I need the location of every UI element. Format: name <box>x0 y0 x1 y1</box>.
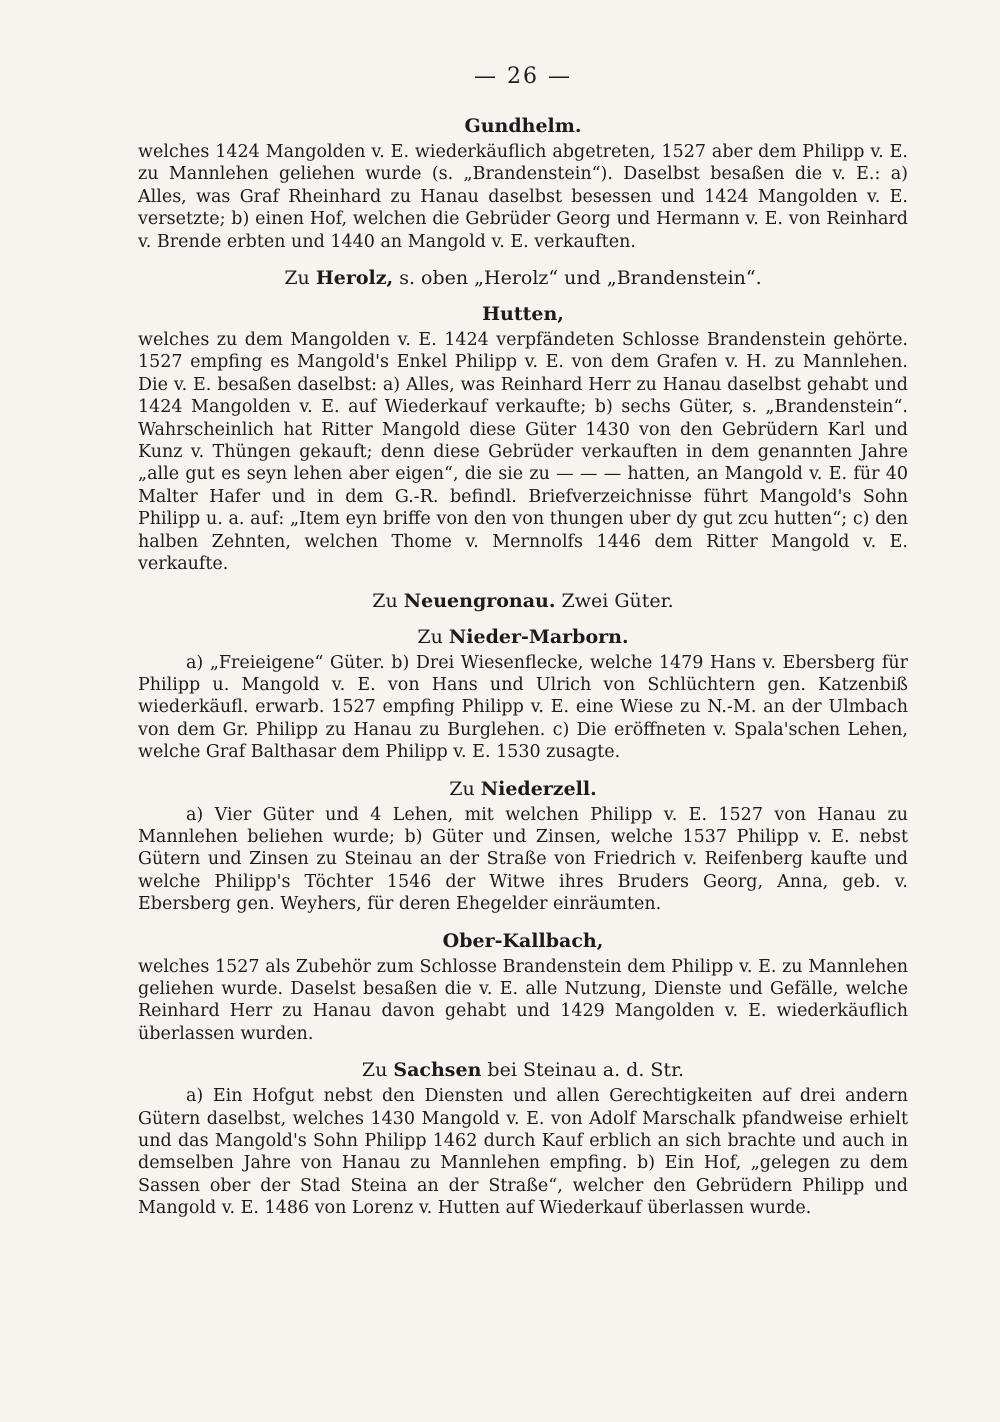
page-number: — 26 — <box>474 64 572 89</box>
section-heading: Hutten, <box>482 303 564 326</box>
section-niederzell <box>138 778 908 916</box>
section-paragraph: welches 1424 Mangolden v. E. wiederkäuflich abgetreten, 1527 aber dem Philipp v. E. zu Mannlehen geliehen wurde (s. „Brandenstein“). Daselbst besaßen die v. E.: a) Alles, was Graf Rheinhard zu Hanau daselbst besessen und 1424 Mangolden v. E. versetzte; b) einen Hof, welchen die Gebrüder Georg und Hermann v. E. von Reinhard v. Brende erbten und 1440 an Mangold v. E. verkauften. <box>138 142 908 252</box>
section-nieder-marborn <box>138 626 908 764</box>
section-heading: Ober-Kallbach, <box>442 929 604 952</box>
section-hutten <box>138 303 908 575</box>
section-heading: Zu Sachsen bei Steinau a. d. Str. <box>361 1059 685 1082</box>
section-gundhelm <box>138 115 908 253</box>
section-paragraph: welches zu dem Mangolden v. E. 1424 verpfändeten Schlosse Brandenstein gehörte. 1527 empfing es Mangold's Enkel Philipp v. E. von dem Grafen v. H. zu Mannlehen. Die v. E. besaßen daselbst: a) Alles, was Reinhard Herr zu Hanau daselbst gehabt und 1424 Mangolden v. E. auf Wiederkauf verkaufte; b) sechs Güter, s. „Brandenstein“. Wahrscheinlich hat Ritter Mangold diese Güter 1430 von den Gebrüdern Karl und Kunz v. Thüngen gekauft; denn diese Gebrüder verkauften in dem genannten Jahre „alle gut es seyn lehen aber eigen“, die sie zu — — — hatten, an Mangold v. E. für 40 Malter Hafer und in dem G.-R. befindl. Briefverzeichnisse führt Mangold's Sohn Philipp u. a. auf: „Item eyn briffe von den von thungen uber dy gut zcu hutten“; c) den halben Zehnten, welchen Thome v. Mernnolfs 1446 dem Ritter Mangold v. E. verkaufte. <box>138 330 908 575</box>
section-paragraph: a) „Freieigene“ Güter. b) Drei Wiesenflecke, welche 1479 Hans v. Ebersberg für Philipp u. Mangold v. E. von Hans und Ulrich von Schlüchtern gen. Katzenbiß wiederkäufl. erwarb. 1527 empfing Philipp v. E. eine Wiese zu N.-M. an der Ulmbach von dem Gr. Philipp zu Hanau zu Burglehen. c) Die eröffneten v. Spala'schen Lehen, welche Graf Balthasar dem Philipp v. E. 1530 zusagte. <box>138 652 908 763</box>
section-herolz <box>138 267 908 289</box>
section-heading: Zu Nieder-Marborn. <box>417 625 629 648</box>
section-paragraph: a) Vier Güter und 4 Lehen, mit welchen Philipp v. E. 1527 von Hanau zu Mannlehen beliehen wurde; b) Güter und Zinsen, welche 1537 Philipp v. E. nebst Gütern und Zinsen zu Steinau an der Straße von Friedrich v. Reifenberg kaufte und welche Philipp's Töchter 1546 der Witwe ihres Bruders Georg, Anna, geb. v. Ebersberg gen. Weyhers, für deren Ehegelder einräumten. <box>138 804 908 915</box>
section-paragraph: welches 1527 als Zubehör zum Schlosse Brandenstein dem Philipp v. E. zu Mannlehen geliehen wurde. Daselst besaßen die v. E. alle Nutzung, Dienste und Gefälle, welche Reinhard Herr zu Hanau davon gehabt und 1429 Mangolden v. E. wiederkäuflich überlassen wurden. <box>138 956 908 1044</box>
section-heading: Zu Herolz, s. oben „Herolz“ und „Brandenstein“. <box>284 267 762 290</box>
section-neuengronau <box>138 590 908 612</box>
section-sachsen <box>138 1059 908 1219</box>
section-heading: Zu Neuengronau. Zwei Güter. <box>372 589 674 612</box>
section-paragraph: a) Ein Hofgut nebst den Diensten und allen Gerechtigkeiten auf drei andern Gütern daselbst, welches 1430 Mangold v. E. von Adolf Marschalk pfandweise erhielt und das Mangold's Sohn Philipp 1462 durch Kauf erblich an sich brachte und auch in demselben Jahre von Hanau zu Mannlehen empfing. b) Ein Hof, „gelegen zu dem Sassen ober der Stad Steina an der Straße“, welcher den Gebrüdern Philipp und Mangold v. E. 1486 von Lorenz v. Hutten auf Wiederkauf überlassen wurde. <box>138 1086 908 1219</box>
section-ober-kallbach <box>138 930 908 1046</box>
section-heading: Gundhelm. <box>464 115 582 137</box>
section-heading: Zu Niederzell. <box>449 777 597 800</box>
